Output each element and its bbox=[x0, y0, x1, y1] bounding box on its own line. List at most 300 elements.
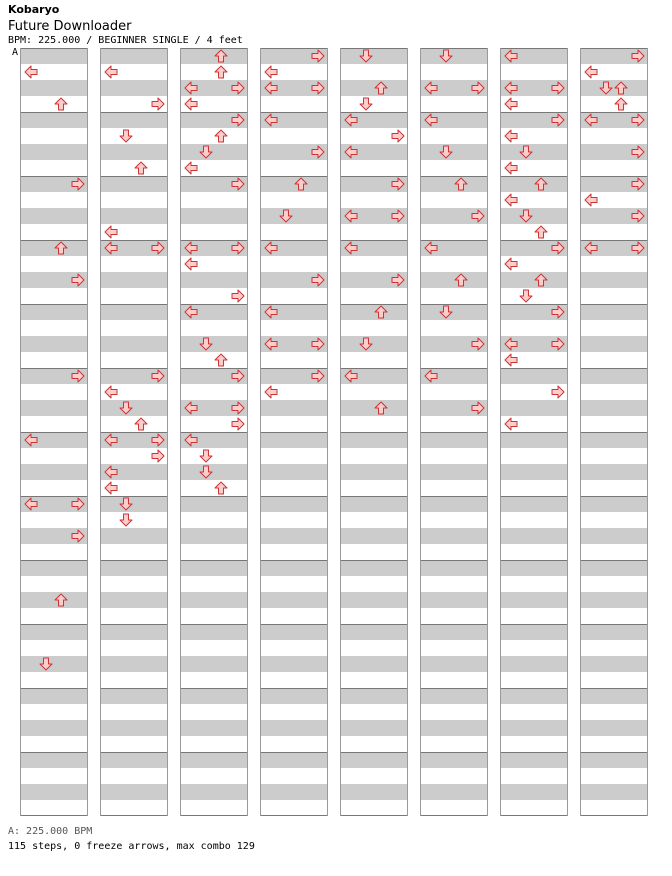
step-arrow-up bbox=[294, 177, 308, 191]
beat-band bbox=[21, 464, 87, 480]
beat-band bbox=[101, 80, 167, 96]
step-arrow-down bbox=[439, 305, 453, 319]
step-arrow-up bbox=[214, 353, 228, 367]
beat-band bbox=[341, 784, 407, 800]
measure-line bbox=[421, 815, 487, 816]
beat-band bbox=[261, 464, 327, 480]
measure-line bbox=[181, 688, 247, 689]
beat-band bbox=[181, 784, 247, 800]
beat-band bbox=[21, 400, 87, 416]
measure-line bbox=[341, 496, 407, 497]
step-arrow-right bbox=[71, 177, 85, 191]
measure-line bbox=[181, 815, 247, 816]
step-arrow-down bbox=[119, 513, 133, 527]
step-arrow-left bbox=[104, 65, 118, 79]
beat-band bbox=[501, 560, 567, 576]
step-arrow-left bbox=[584, 241, 598, 255]
beat-band bbox=[181, 272, 247, 288]
step-arrow-up bbox=[54, 241, 68, 255]
step-arrow-right bbox=[551, 337, 565, 351]
beat-band bbox=[341, 752, 407, 768]
beat-band bbox=[501, 592, 567, 608]
step-arrow-right bbox=[471, 337, 485, 351]
step-arrow-up bbox=[454, 177, 468, 191]
step-arrow-left bbox=[264, 113, 278, 127]
beat-band bbox=[581, 720, 647, 736]
chart-column bbox=[420, 48, 488, 816]
measure-line bbox=[261, 815, 327, 816]
beat-band bbox=[21, 144, 87, 160]
step-arrow-right bbox=[311, 145, 325, 159]
step-arrow-up bbox=[54, 97, 68, 111]
measure-line bbox=[501, 496, 567, 497]
measure-line bbox=[581, 496, 647, 497]
beat-band bbox=[101, 48, 167, 64]
step-arrow-left bbox=[264, 241, 278, 255]
beat-band bbox=[21, 752, 87, 768]
beat-band bbox=[581, 368, 647, 384]
step-arrow-right bbox=[231, 177, 245, 191]
step-arrow-right bbox=[151, 369, 165, 383]
step-arrow-left bbox=[344, 241, 358, 255]
beat-band bbox=[341, 656, 407, 672]
measure-line bbox=[101, 815, 167, 816]
chart-column bbox=[180, 48, 248, 816]
beat-band bbox=[581, 624, 647, 640]
step-arrow-right bbox=[311, 337, 325, 351]
chart-info: BPM: 225.000 / BEGINNER SINGLE / 4 feet bbox=[8, 35, 243, 46]
step-arrow-right bbox=[311, 273, 325, 287]
measure-line bbox=[181, 624, 247, 625]
beat-band bbox=[181, 688, 247, 704]
step-arrow-left bbox=[344, 145, 358, 159]
measure-line bbox=[341, 688, 407, 689]
beat-band bbox=[261, 208, 327, 224]
step-arrow-left bbox=[184, 305, 198, 319]
step-arrow-right bbox=[391, 129, 405, 143]
step-arrow-right bbox=[231, 289, 245, 303]
beat-band bbox=[101, 720, 167, 736]
beat-band bbox=[501, 208, 567, 224]
measure-line bbox=[341, 432, 407, 433]
step-arrow-left bbox=[344, 369, 358, 383]
step-arrow-down bbox=[439, 49, 453, 63]
step-arrow-left bbox=[504, 353, 518, 367]
beat-band bbox=[181, 336, 247, 352]
step-arrow-down bbox=[359, 49, 373, 63]
beat-band bbox=[421, 432, 487, 448]
beat-band bbox=[341, 720, 407, 736]
step-arrow-down bbox=[199, 337, 213, 351]
step-arrow-left bbox=[504, 129, 518, 143]
measure-line bbox=[21, 815, 87, 816]
beat-band bbox=[21, 112, 87, 128]
step-arrow-right bbox=[631, 113, 645, 127]
measure-line bbox=[181, 752, 247, 753]
step-arrow-right bbox=[391, 209, 405, 223]
step-arrow-right bbox=[231, 401, 245, 415]
step-arrow-down bbox=[599, 81, 613, 95]
measure-line bbox=[21, 304, 87, 305]
step-arrow-right bbox=[471, 209, 485, 223]
measure-line bbox=[341, 624, 407, 625]
chart-column bbox=[500, 48, 568, 816]
step-arrow-right bbox=[631, 49, 645, 63]
beat-band bbox=[501, 464, 567, 480]
measure-line bbox=[261, 496, 327, 497]
beat-band bbox=[341, 624, 407, 640]
beat-band bbox=[261, 720, 327, 736]
measure-line bbox=[421, 432, 487, 433]
beat-band bbox=[421, 304, 487, 320]
measure-line bbox=[101, 688, 167, 689]
step-arrow-right bbox=[631, 177, 645, 191]
measure-line bbox=[581, 752, 647, 753]
beat-band bbox=[101, 336, 167, 352]
step-arrow-left bbox=[24, 65, 38, 79]
beat-band bbox=[101, 752, 167, 768]
measure-line bbox=[101, 624, 167, 625]
measure-line bbox=[341, 560, 407, 561]
measure-line bbox=[341, 752, 407, 753]
beat-band bbox=[261, 560, 327, 576]
step-arrow-right bbox=[151, 241, 165, 255]
beat-band bbox=[261, 784, 327, 800]
beat-band bbox=[181, 720, 247, 736]
step-arrow-left bbox=[184, 433, 198, 447]
step-arrow-left bbox=[504, 257, 518, 271]
chart-column bbox=[20, 48, 88, 816]
measure-line bbox=[101, 176, 167, 177]
measure-line bbox=[581, 304, 647, 305]
measure-line bbox=[101, 112, 167, 113]
beat-band bbox=[581, 528, 647, 544]
step-arrow-left bbox=[184, 97, 198, 111]
beat-band bbox=[21, 624, 87, 640]
beat-band bbox=[21, 688, 87, 704]
measure-line bbox=[501, 815, 567, 816]
step-arrow-left bbox=[424, 113, 438, 127]
step-arrow-up bbox=[614, 81, 628, 95]
beat-band bbox=[421, 528, 487, 544]
beat-band bbox=[21, 720, 87, 736]
step-arrow-left bbox=[584, 193, 598, 207]
step-arrow-left bbox=[424, 241, 438, 255]
beat-band bbox=[261, 688, 327, 704]
step-arrow-up bbox=[534, 177, 548, 191]
step-arrow-down bbox=[359, 337, 373, 351]
measure-line bbox=[261, 560, 327, 561]
step-arrow-left bbox=[264, 81, 278, 95]
measure-line bbox=[501, 752, 567, 753]
step-arrow-left bbox=[344, 209, 358, 223]
measure-line bbox=[21, 752, 87, 753]
step-arrow-down bbox=[519, 145, 533, 159]
beat-band bbox=[101, 112, 167, 128]
step-arrow-left bbox=[344, 113, 358, 127]
chart-column bbox=[260, 48, 328, 816]
beat-band bbox=[261, 592, 327, 608]
measure-line bbox=[501, 688, 567, 689]
step-arrow-left bbox=[184, 401, 198, 415]
step-arrow-up bbox=[214, 65, 228, 79]
beat-band bbox=[581, 336, 647, 352]
step-arrow-left bbox=[504, 337, 518, 351]
beat-band bbox=[421, 464, 487, 480]
beat-band bbox=[181, 496, 247, 512]
measure-line bbox=[581, 624, 647, 625]
step-arrow-left bbox=[264, 385, 278, 399]
measure-line bbox=[581, 560, 647, 561]
measure-line bbox=[581, 368, 647, 369]
measure-line bbox=[341, 48, 407, 49]
beat-band bbox=[181, 464, 247, 480]
step-arrow-left bbox=[504, 81, 518, 95]
step-arrow-left bbox=[584, 113, 598, 127]
step-arrow-right bbox=[471, 401, 485, 415]
chart-column bbox=[100, 48, 168, 816]
step-arrow-up bbox=[54, 593, 68, 607]
step-arrow-left bbox=[264, 337, 278, 351]
beat-band bbox=[21, 48, 87, 64]
step-arrow-right bbox=[551, 305, 565, 319]
bpm-note: A: 225.000 BPM bbox=[8, 826, 93, 837]
beat-band bbox=[581, 272, 647, 288]
step-arrow-right bbox=[231, 241, 245, 255]
bpm-marker: A bbox=[12, 47, 19, 58]
chart-column bbox=[580, 48, 648, 816]
measure-line bbox=[101, 752, 167, 753]
beat-band bbox=[101, 176, 167, 192]
beat-band bbox=[581, 304, 647, 320]
beat-band bbox=[501, 496, 567, 512]
step-arrow-up bbox=[214, 129, 228, 143]
step-arrow-down bbox=[199, 449, 213, 463]
beat-band bbox=[101, 656, 167, 672]
beat-band bbox=[501, 752, 567, 768]
step-arrow-left bbox=[184, 161, 198, 175]
measure-line bbox=[21, 560, 87, 561]
measure-line bbox=[101, 48, 167, 49]
measure-line bbox=[501, 432, 567, 433]
step-arrow-up bbox=[614, 97, 628, 111]
step-arrow-down bbox=[199, 465, 213, 479]
beat-band bbox=[341, 496, 407, 512]
step-arrow-left bbox=[504, 97, 518, 111]
step-arrow-left bbox=[184, 241, 198, 255]
measure-line bbox=[341, 815, 407, 816]
beat-band bbox=[421, 752, 487, 768]
measure-line bbox=[421, 304, 487, 305]
beat-band bbox=[21, 656, 87, 672]
beat-band bbox=[21, 560, 87, 576]
beat-band bbox=[421, 784, 487, 800]
step-arrow-right bbox=[151, 449, 165, 463]
step-arrow-right bbox=[631, 241, 645, 255]
beat-band bbox=[101, 208, 167, 224]
beat-band bbox=[261, 496, 327, 512]
beat-band bbox=[261, 752, 327, 768]
beat-band bbox=[501, 144, 567, 160]
step-arrow-down bbox=[519, 209, 533, 223]
step-arrow-right bbox=[71, 497, 85, 511]
beat-band bbox=[581, 560, 647, 576]
beat-band bbox=[421, 688, 487, 704]
beat-band bbox=[181, 528, 247, 544]
beat-band bbox=[181, 656, 247, 672]
step-arrow-left bbox=[24, 497, 38, 511]
beat-band bbox=[261, 528, 327, 544]
step-arrow-left bbox=[424, 369, 438, 383]
measure-line bbox=[181, 496, 247, 497]
step-arrow-right bbox=[311, 369, 325, 383]
step-arrow-left bbox=[264, 65, 278, 79]
beat-band bbox=[581, 592, 647, 608]
beat-band bbox=[181, 752, 247, 768]
step-arrow-left bbox=[184, 257, 198, 271]
step-arrow-right bbox=[231, 113, 245, 127]
measure-line bbox=[581, 815, 647, 816]
step-arrow-left bbox=[104, 433, 118, 447]
step-arrow-up bbox=[134, 161, 148, 175]
step-arrow-left bbox=[504, 417, 518, 431]
step-arrow-left bbox=[104, 225, 118, 239]
beat-band bbox=[341, 560, 407, 576]
beat-band bbox=[501, 624, 567, 640]
step-arrow-down bbox=[439, 145, 453, 159]
measure-line bbox=[421, 624, 487, 625]
step-arrow-right bbox=[71, 369, 85, 383]
step-arrow-right bbox=[391, 177, 405, 191]
beat-band bbox=[581, 496, 647, 512]
beat-band bbox=[21, 336, 87, 352]
measure-line bbox=[261, 688, 327, 689]
step-arrow-left bbox=[104, 241, 118, 255]
step-arrow-up bbox=[454, 273, 468, 287]
step-arrow-right bbox=[631, 145, 645, 159]
beat-band bbox=[501, 528, 567, 544]
measure-line bbox=[581, 432, 647, 433]
beat-band bbox=[581, 464, 647, 480]
measure-line bbox=[101, 560, 167, 561]
beat-band bbox=[581, 688, 647, 704]
step-arrow-right bbox=[231, 369, 245, 383]
beat-band bbox=[581, 784, 647, 800]
measure-line bbox=[421, 496, 487, 497]
beat-band bbox=[421, 496, 487, 512]
beat-band bbox=[501, 368, 567, 384]
step-arrow-up bbox=[374, 305, 388, 319]
step-arrow-right bbox=[551, 385, 565, 399]
beat-band bbox=[101, 272, 167, 288]
measure-line bbox=[21, 48, 87, 49]
step-arrow-left bbox=[504, 193, 518, 207]
measure-line bbox=[421, 688, 487, 689]
step-arrow-up bbox=[214, 481, 228, 495]
step-arrow-right bbox=[231, 81, 245, 95]
step-arrow-right bbox=[391, 273, 405, 287]
measure-line bbox=[501, 368, 567, 369]
beat-band bbox=[261, 400, 327, 416]
step-arrow-right bbox=[231, 417, 245, 431]
step-arrow-right bbox=[151, 433, 165, 447]
step-arrow-left bbox=[504, 49, 518, 63]
step-arrow-left bbox=[104, 385, 118, 399]
step-arrow-right bbox=[311, 81, 325, 95]
chart-stats: 115 steps, 0 freeze arrows, max combo 129 bbox=[8, 841, 255, 852]
beat-band bbox=[101, 560, 167, 576]
beat-band bbox=[21, 208, 87, 224]
beat-band bbox=[101, 784, 167, 800]
step-arrow-right bbox=[631, 209, 645, 223]
measure-line bbox=[421, 48, 487, 49]
measure-line bbox=[501, 624, 567, 625]
beat-band bbox=[501, 400, 567, 416]
step-arrow-right bbox=[311, 49, 325, 63]
measure-line bbox=[101, 304, 167, 305]
step-arrow-left bbox=[504, 161, 518, 175]
measure-line bbox=[21, 688, 87, 689]
beat-band bbox=[341, 464, 407, 480]
step-arrow-up bbox=[534, 225, 548, 239]
beat-band bbox=[101, 624, 167, 640]
measure-line bbox=[261, 624, 327, 625]
beat-band bbox=[581, 432, 647, 448]
measure-line bbox=[261, 752, 327, 753]
measure-line bbox=[421, 560, 487, 561]
beat-band bbox=[341, 528, 407, 544]
beat-band bbox=[341, 336, 407, 352]
step-arrow-left bbox=[104, 481, 118, 495]
step-arrow-down bbox=[279, 209, 293, 223]
step-arrow-down bbox=[199, 145, 213, 159]
beat-band bbox=[101, 528, 167, 544]
beat-band bbox=[421, 48, 487, 64]
measure-line bbox=[101, 496, 167, 497]
measure-line bbox=[421, 752, 487, 753]
step-arrow-down bbox=[359, 97, 373, 111]
step-arrow-left bbox=[584, 65, 598, 79]
beat-band bbox=[421, 656, 487, 672]
song-title: Future Downloader bbox=[8, 19, 132, 34]
beat-band bbox=[501, 688, 567, 704]
beat-band bbox=[101, 688, 167, 704]
beat-band bbox=[421, 720, 487, 736]
step-arrow-left bbox=[104, 465, 118, 479]
beat-band bbox=[261, 656, 327, 672]
measure-line bbox=[181, 560, 247, 561]
beat-band bbox=[261, 432, 327, 448]
beat-band bbox=[21, 304, 87, 320]
beat-band bbox=[101, 144, 167, 160]
step-arrow-left bbox=[24, 433, 38, 447]
beat-band bbox=[421, 144, 487, 160]
step-arrow-left bbox=[424, 81, 438, 95]
step-arrow-down bbox=[119, 129, 133, 143]
beat-band bbox=[421, 624, 487, 640]
step-arrow-right bbox=[551, 241, 565, 255]
beat-band bbox=[101, 592, 167, 608]
step-arrow-down bbox=[519, 289, 533, 303]
step-arrow-up bbox=[374, 81, 388, 95]
beat-band bbox=[181, 144, 247, 160]
beat-band bbox=[181, 624, 247, 640]
step-arrow-down bbox=[39, 657, 53, 671]
step-arrow-up bbox=[534, 273, 548, 287]
measure-line bbox=[501, 560, 567, 561]
step-arrow-up bbox=[214, 49, 228, 63]
step-arrow-down bbox=[119, 497, 133, 511]
